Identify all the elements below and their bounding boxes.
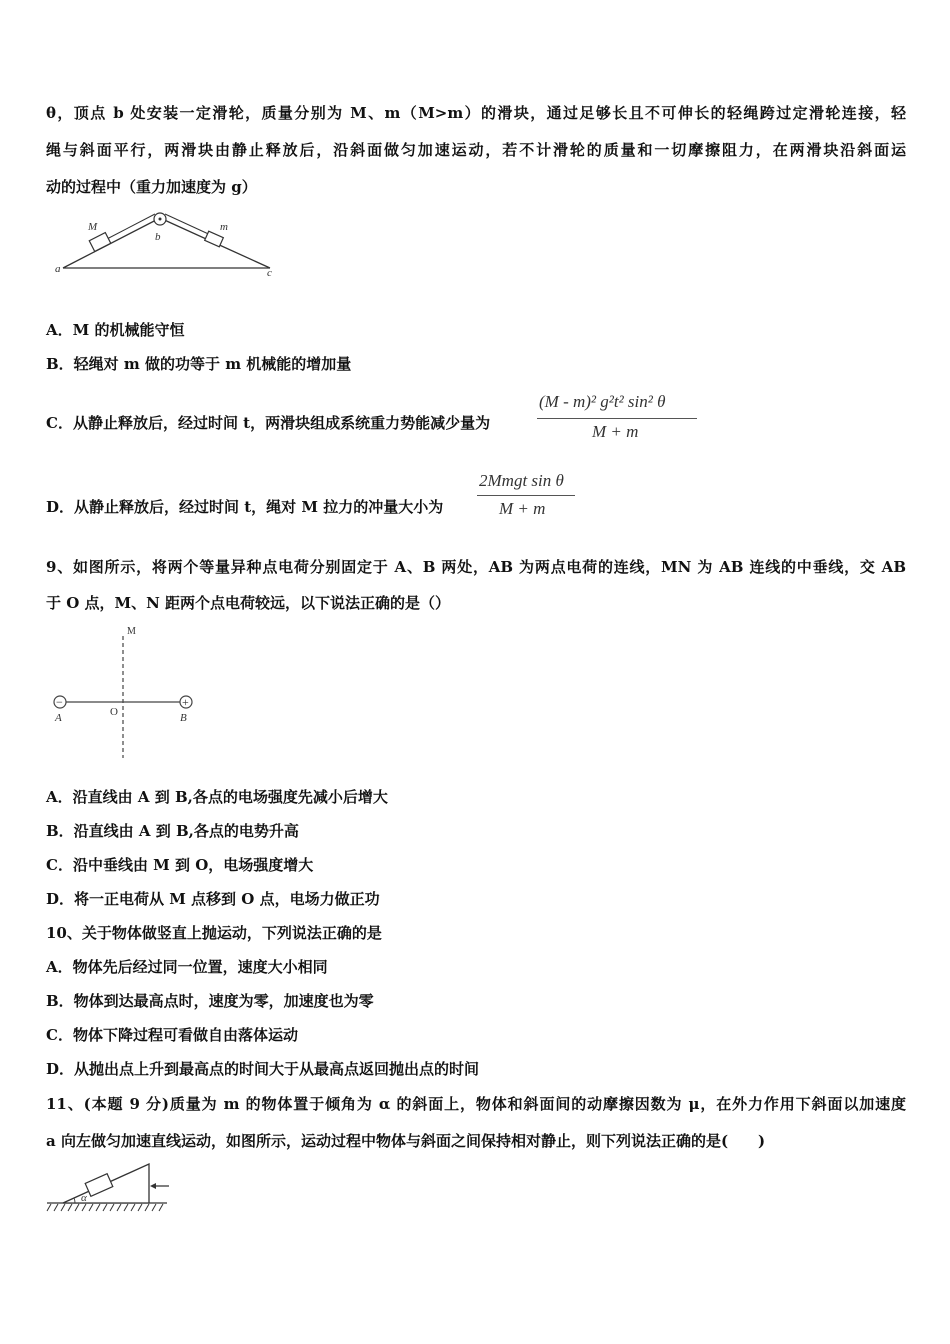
q8-option-d: D．从静止释放后，经过时间 t，绳对 M 拉力的冲量大小为 <box>46 498 444 516</box>
q8-formula-c-numerator: (M - m)² g²t² sin² θ <box>539 392 666 411</box>
q8-label-m: m <box>220 221 228 233</box>
q11-label-alpha: α <box>81 1192 87 1204</box>
q8-formula-d-numerator: 2Mmgt sin θ <box>479 471 564 490</box>
q9-option-a: A．沿直线由 A 到 B,各点的电场强度先减小后增大 <box>46 788 388 806</box>
q8-block-M <box>89 233 110 252</box>
q9-option-d: D．将一正电荷从 M 点移到 O 点，电场力做正功 <box>46 890 380 908</box>
q9-plus-sign: + <box>182 695 189 709</box>
q9-minus-sign: − <box>56 695 63 709</box>
q8-stem-line-3: 动的过程中（重力加速度为 g） <box>46 178 257 196</box>
q8-formula-c <box>537 392 697 444</box>
q8-formula-d <box>477 471 577 523</box>
q10-option-d: D．从抛出点上升到最高点的时间大于从最高点返回抛出点的时间 <box>46 1060 480 1078</box>
q8-label-c: c <box>267 267 272 279</box>
q8-option-a: A．M 的机械能守恒 <box>46 321 185 339</box>
q8-option-b: B．轻绳对 m 做的功等于 m 机械能的增加量 <box>46 355 352 373</box>
q8-label-M: M <box>88 221 98 233</box>
q9-stem-line-2: 于 O 点，M、N 距两个点电荷较远，以下说法正确的是（） <box>46 594 451 612</box>
q10-option-a: A．物体先后经过同一位置，速度大小相同 <box>46 958 328 976</box>
q9-option-c: C．沿中垂线由 M 到 O，电场强度增大 <box>46 856 314 874</box>
q9-option-b: B．沿直线由 A 到 B,各点的电势升高 <box>46 822 299 840</box>
q10-option-c: C．物体下降过程可看做自由落体运动 <box>46 1026 298 1044</box>
q8-label-a: a <box>55 263 61 275</box>
q9-label-M: M <box>127 626 136 637</box>
q8-stem-line-2: 绳与斜面平行，两滑块由静止释放后，沿斜面做匀加速运动，若不计滑轮的质量和一切摩擦阻力，在两滑块沿斜面运 <box>46 141 906 159</box>
q10-stem: 10、关于物体做竖直上抛运动，下列说法正确的是 <box>46 924 382 942</box>
q11-incline-figure <box>45 1160 175 1215</box>
q8-formula-d-denominator: M + m <box>499 499 546 518</box>
q9-stem-line-1: 9、如图所示，将两个等量异种点电荷分别固定于 A、B 两处，AB 为两点电荷的连线，MN 为 AB 连线的中垂线，交 AB <box>46 558 906 576</box>
q8-formula-c-denominator: M + m <box>592 422 639 441</box>
q9-charges-figure <box>50 622 210 762</box>
q8-stem-line-1: θ，顶点 b 处安装一定滑轮，质量分别为 M、m（M>m）的滑块，通过足够长且不可伸长的轻绳跨过定滑轮连接，轻 <box>46 104 906 122</box>
q8-incline-figure <box>55 210 285 280</box>
q9-label-B: B <box>180 712 187 724</box>
q9-label-O: O <box>110 706 118 718</box>
q8-block-m <box>205 231 224 247</box>
q8-option-c: C．从静止释放后，经过时间 t，两滑块组成系统重力势能减少量为 <box>46 414 491 432</box>
q11-stem-line-2: a 向左做匀加速直线运动，如图所示，运动过程中物体与斜面之间保持相对静止，则下列说法正确的是( ) <box>46 1132 766 1150</box>
q10-option-b: B．物体到达最高点时，速度为零，加速度也为零 <box>46 992 374 1010</box>
q9-label-A: A <box>55 712 62 724</box>
q11-stem-line-1: 11、(本题 9 分)质量为 m 的物体置于倾角为 α 的斜面上，物体和斜面间的动摩擦因数为 μ，在外力作用下斜面以加速度 <box>46 1095 906 1113</box>
q8-label-b: b <box>155 231 161 243</box>
